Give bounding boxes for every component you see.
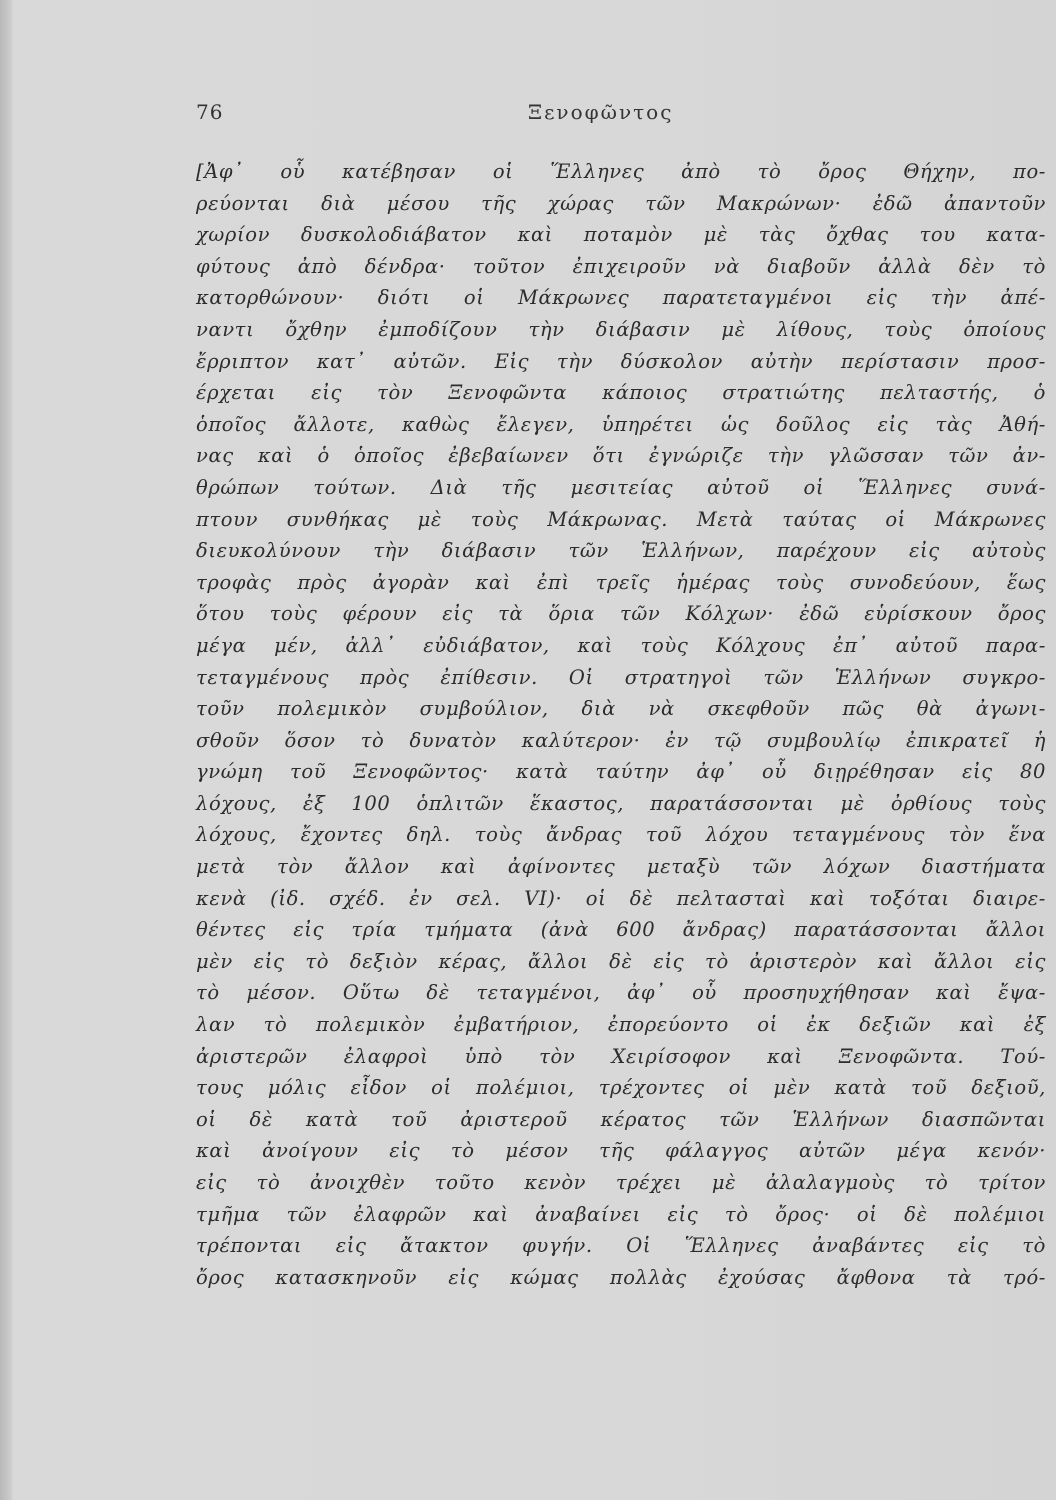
- text-line: γνώμη τοῦ Ξενοφῶντος· κατὰ ταύτην ἀφ᾽ οὗ διῃρέθησαν εἰς 80: [196, 760, 1046, 784]
- text-line: τρέπονται εἰς ἄτακτον φυγήν. Οἱ Ἕλληνες ἀναβάντες εἰς τὸ: [196, 1234, 1046, 1258]
- text-line: ὄρος κατασκηνοῦν εἰς κώμας πολλὰς ἐχούσας ἄφθονα τὰ τρό-: [196, 1265, 1046, 1289]
- text-line: μέγα μέν, ἀλλ᾽ εὐδιάβατον, καὶ τοὺς Κόλχους ἐπ᾽ αὐτοῦ παρα-: [196, 633, 1046, 657]
- text-line: θρώπων τούτων. Διὰ τῆς μεσιτείας αὐτοῦ οἱ Ἕλληνες συνά-: [196, 475, 1046, 499]
- text-line: έρχεται εἰς τὸν Ξενοφῶντα κάποιος στρατιώτης πελταστής, ὁ: [196, 381, 1046, 405]
- text-line: τμῆμα τῶν ἐλαφρῶν καὶ ἀναβαίνει εἰς τὸ ὄρος· οἱ δὲ πολέμιοι: [196, 1202, 1046, 1226]
- body-text: [196, 156, 1046, 1293]
- text-line: ναντι ὄχθην ἐμποδίζουν τὴν διάβασιν μὲ λίθους, τοὺς ὁποίους: [196, 317, 1046, 341]
- text-line: τοῦν πολεμικὸν συμβούλιον, διὰ νὰ σκεφθοῦν πῶς θὰ ἀγωνι-: [196, 697, 1046, 721]
- text-line: τους μόλις εἶδον οἱ πολέμιοι, τρέχοντες οἱ μὲν κατὰ τοῦ δεξιοῦ,: [196, 1076, 1046, 1100]
- text-line: κατορθώνουν· διότι οἱ Μάκρωνες παρατεταγμένοι εἰς τὴν ἀπέ-: [196, 286, 1046, 310]
- page-header: [0, 100, 1056, 130]
- text-line: ἔρριπτον κατ᾽ αὐτῶν. Εἰς τὴν δύσκολον αὐτὴν περίστασιν προσ-: [196, 349, 1046, 373]
- text-line: οἱ δὲ κατὰ τοῦ ἀριστεροῦ κέρατος τῶν Ἑλλήνων διασπῶνται: [196, 1107, 1046, 1131]
- text-line: σθοῦν ὅσον τὸ δυνατὸν καλύτερον· ἐν τῷ συμβουλίῳ ἐπικρατεῖ ἡ: [196, 728, 1046, 752]
- running-head: Ξενοφῶντος: [528, 100, 674, 124]
- text-line: ἀριστερῶν ἐλαφροὶ ὑπὸ τὸν Χειρίσοφον καὶ Ξενοφῶντα. Τού-: [196, 1044, 1046, 1068]
- text-line: λόχους, ἐξ 100 ὁπλιτῶν ἕκαστος, παρατάσσονται μὲ ὀρθίους τοὺς: [196, 791, 1046, 815]
- text-line: τὸ μέσον. Οὕτω δὲ τεταγμένοι, ἀφ᾽ οὗ προσηυχήθησαν καὶ ἔψα-: [196, 981, 1046, 1005]
- text-line: ὅτου τοὺς φέρουν εἰς τὰ ὅρια τῶν Κόλχων· ἐδῶ εὑρίσκουν ὄρος: [196, 602, 1046, 626]
- text-line: λόχους, ἔχοντες δηλ. τοὺς ἄνδρας τοῦ λόχου τεταγμένους τὸν ἕνα: [196, 823, 1046, 847]
- text-line: καὶ ἀνοίγουν εἰς τὸ μέσον τῆς φάλαγγος αὐτῶν μέγα κενόν·: [196, 1139, 1046, 1163]
- text-line: φύτους ἀπὸ δένδρα· τοῦτον ἐπιχειροῦν νὰ διαβοῦν ἀλλὰ δὲν τὸ: [196, 254, 1046, 278]
- text-line: διευκολύνουν τὴν διάβασιν τῶν Ἑλλήνων, παρέχουν εἰς αὐτοὺς: [196, 539, 1046, 563]
- text-line: ὁποῖος ἄλλοτε, καθὼς ἔλεγεν, ὑπηρέτει ὡς δοῦλος εἰς τὰς Ἀθή-: [196, 412, 1046, 436]
- text-line: τεταγμένους πρὸς ἐπίθεσιν. Οἱ στρατηγοὶ τῶν Ἑλλήνων συγκρο-: [196, 665, 1046, 689]
- page-number: 76: [196, 100, 224, 124]
- text-line: χωρίον δυσκολοδιάβατον καὶ ποταμὸν μὲ τὰς ὄχθας του κατα-: [196, 223, 1046, 247]
- text-line: πτουν συνθήκας μὲ τοὺς Μάκρωνας. Μετὰ ταύτας οἱ Μάκρωνες: [196, 507, 1046, 531]
- text-line: θέντες εἰς τρία τμήματα (ἀνὰ 600 ἄνδρας) παρατάσσονται ἄλλοι: [196, 918, 1046, 942]
- text-line: ρεύονται διὰ μέσου τῆς χώρας τῶν Μακρώνων· ἐδῶ ἀπαντοῦν: [196, 191, 1046, 215]
- text-line: κενὰ (ἰδ. σχέδ. ἐν σελ. VI)· οἱ δὲ πελτασταὶ καὶ τοξόται διαιρε-: [196, 886, 1046, 910]
- page-edge: [0, 0, 12, 1500]
- text-line: μετὰ τὸν ἄλλον καὶ ἀφίνοντες μεταξὺ τῶν λόχων διαστήματα: [196, 855, 1046, 879]
- text-line: μὲν εἰς τὸ δεξιὸν κέρας, ἄλλοι δὲ εἰς τὸ ἀριστερὸν καὶ ἄλλοι εἰς: [196, 949, 1046, 973]
- text-line: εἰς τὸ ἀνοιχθὲν τοῦτο κενὸν τρέχει μὲ ἀλαλαγμοὺς τὸ τρίτον: [196, 1171, 1046, 1194]
- text-line: τροφὰς πρὸς ἀγορὰν καὶ ἐπὶ τρεῖς ἡμέρας τοὺς συνοδεύουν, ἕως: [196, 570, 1046, 594]
- text-line: νας καὶ ὁ ὁποῖος ἐβεβαίωνεν ὅτι ἐγνώριζε τὴν γλῶσσαν τῶν ἀν-: [196, 444, 1046, 468]
- text-line: [Ἀφ᾽ οὗ κατέβησαν οἱ Ἕλληνες ἀπὸ τὸ ὄρος Θήχην, πο-: [196, 160, 1046, 183]
- text-line: λαν τὸ πολεμικὸν ἐμβατήριον, ἐπορεύοντο οἱ ἐκ δεξιῶν καὶ ἐξ: [196, 1013, 1046, 1037]
